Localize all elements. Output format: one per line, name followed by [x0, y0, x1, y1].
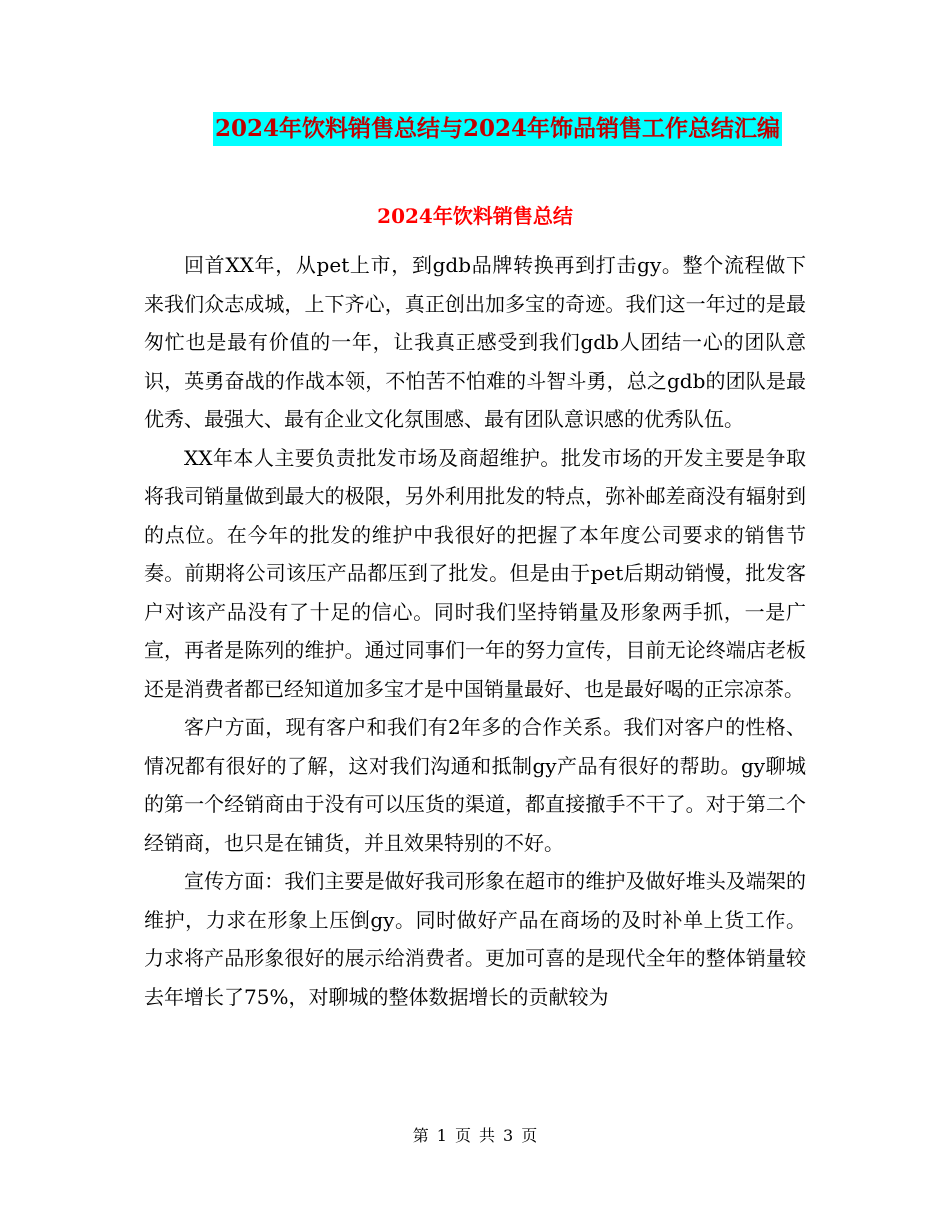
paragraph: XX年本人主要负责批发市场及商超维护。批发市场的开发主要是争取将我司销量做到最大的极限，另外利用批发的特点，弥补邮差商没有辐射到的点位。在今年的批发的维护中我很好的把握了本年度公司要求的销售节奏。前期将公司该压产品都压到了批发。但是由于pet后期动销慢，批发客户对该产品没有了十足的信心。同时我们坚持销量及形象两手抓，一是广宣，再者是陈列的维护。通过同事们一年的努力宣传，目前无论终端店老板还是消费者都已经知道加多宝才是中国销量最好、也是最好喝的正宗凉茶。 — [144, 445, 806, 701]
total-pages-number: 3 — [503, 1126, 514, 1145]
document-title-wrap — [0, 112, 950, 146]
paragraph: 宣传方面：我们主要是做好我司形象在超市的维护及做好堆头及端架的维护，力求在形象上压倒gy。同时做好产品在商场的及时补单上货工作。力求将产品形象很好的展示给消费者。更加可喜的是现代全年的整体销量较去年增长了75%，对聊城的整体数据增长的贡献较为 — [144, 869, 806, 1009]
section-title: 2024年饮料销售总结 — [377, 204, 573, 228]
body-text — [144, 246, 806, 1016]
footer-total-prefix: 共 — [479, 1126, 496, 1145]
paragraph: 客户方面，现有客户和我们有2年多的合作关系。我们对客户的性格、情况都有很好的了解，这对我们沟通和抵制gy产品有很好的帮助。gy聊城的第一个经销商由于没有可以压货的渠道，都直接撤手不干了。对于第二个经销商，也只是在铺货，并且效果特别的不好。 — [144, 715, 806, 855]
footer-prefix: 第 — [412, 1126, 429, 1145]
document-title: 2024年饮料销售总结与2024年饰品销售工作总结汇编 — [213, 112, 782, 146]
current-page-number: 1 — [436, 1126, 447, 1145]
footer-page-word: 页 — [454, 1126, 471, 1145]
page-footer — [0, 1124, 950, 1148]
paragraph: 回首XX年，从pet上市，到gdb品牌转换再到打击gy。整个流程做下来我们众志成城，上下齐心，真正创出加多宝的奇迹。我们这一年过的是最匆忙也是最有价值的一年，让我真正感受到我们gdb人团结一心的团队意识，英勇奋战的作战本领，不怕苦不怕难的斗智斗勇，总之gdb的团队是最优秀、最强大、最有企业文化氛围感、最有团队意识感的优秀队伍。 — [144, 253, 806, 431]
footer-suffix: 页 — [521, 1126, 538, 1145]
